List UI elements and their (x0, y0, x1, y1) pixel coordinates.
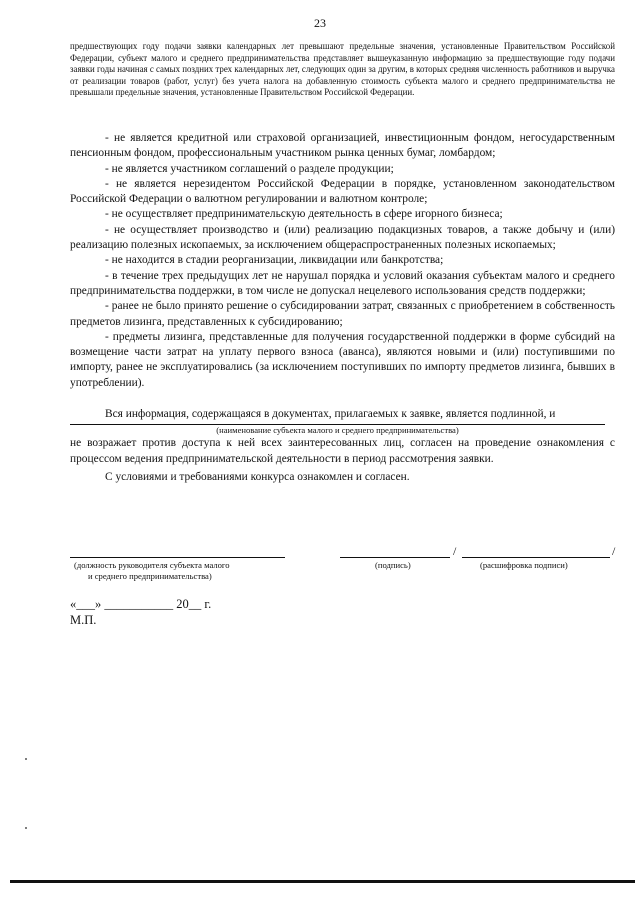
consent-text: не возражает против доступа к ней всех заинтересованных лиц, согласен на проведение ознакомления с процессом ведения предпринимательской деятельности в период рассмотрения заявки. (70, 437, 615, 465)
list-item: - не осуществляет производство и (или) реализацию подакцизных товаров, а также добычу и (или) реализацию полезных ископаемых, за исключением общераспространенных полезных ископаемых; (70, 223, 615, 252)
signature-caption: (подпись) (375, 560, 411, 570)
company-name-caption: (наименование субъекта малого и среднего предпринимательства) (216, 425, 459, 436)
decoding-line (462, 557, 610, 558)
info-statement: Вся информация, содержащаяся в документах, прилагаемых к заявке, является подлинной, и (105, 408, 556, 421)
scan-speck (25, 827, 27, 829)
position-caption: и среднего предпринимательства) (88, 571, 212, 581)
scan-speck (25, 758, 27, 760)
agreement-text: С условиями и требованиями конкурса ознакомлен и согласен. (105, 470, 410, 483)
list-item: - не является кредитной или страховой организацией, инвестиционным фондом, негосударственным пенсионным фондом, профессиональным участником рынка ценных бумаг, ломбардом; (70, 132, 615, 160)
list-item: - в течение трех предыдущих лет не нарушал порядка и условий оказания субъектам малого и среднего предпринимательства поддержки, в том числе не допускал нецелевого использования средств поддержки; (70, 269, 615, 297)
decoding-caption: (расшифровка подписи) (480, 560, 568, 570)
list-item: - не осуществляет предпринимательскую деятельность в сфере игорного бизнеса; (105, 208, 503, 221)
list-item: - ранее не было принято решение о субсидировании затрат, связанных с приобретением в собственность предметов лизинга, представленных к субсидированию; (70, 300, 615, 328)
list-item: - не является участником соглашений о разделе продукции; (105, 162, 394, 175)
position-caption: (должность руководителя субъекта малого (74, 560, 230, 570)
list-item: - не является нерезидентом Российской Федерации в порядке, установленном законодательством Российской Федерации о валютном регулировании и валютном контроле; (70, 177, 615, 206)
signature-line (340, 557, 450, 558)
page-number: 23 (314, 16, 326, 30)
date-line: «___» ___________ 20__ г. (70, 597, 212, 611)
list-item: - не находится в стадии реорганизации, ликвидации или банкротства; (105, 254, 444, 267)
scan-edge-bar (10, 880, 635, 883)
position-line (70, 557, 285, 558)
document-body (70, 131, 615, 485)
list-item: - предметы лизинга, представленные для получения государственной поддержки в форме субсидий на возмещение части затрат на уплату первого взноса (аванса), являются новыми и (или) поступившими по импорту, ранее не эксплуатировались (за исключением поступивших по импорту предметов лизинга, бывших в употреблении). (70, 330, 615, 389)
signature-block (70, 540, 620, 600)
slash-separator: / (453, 544, 457, 558)
stamp-place: М.П. (70, 613, 97, 627)
footnote-text: предшествующих году подачи заявки календарных лет превышают предельные значения, установленные Правительством Российской Федерации, субъект малого и среднего предпринимательства представляет вышеуказанную информацию за предшествующие году подачи заявки годы начиная с самых поздних трех календарных лет, следующих один за другим, в которых средняя численность работников и выручка от реализации товаров (работ, услуг) без учета налога на добавленную стоимость субъекта малого и среднего предпринимательства не превышали предельные значения, установленные Правительством Российской Федерации. (70, 41, 615, 98)
slash-separator: / (612, 544, 616, 558)
